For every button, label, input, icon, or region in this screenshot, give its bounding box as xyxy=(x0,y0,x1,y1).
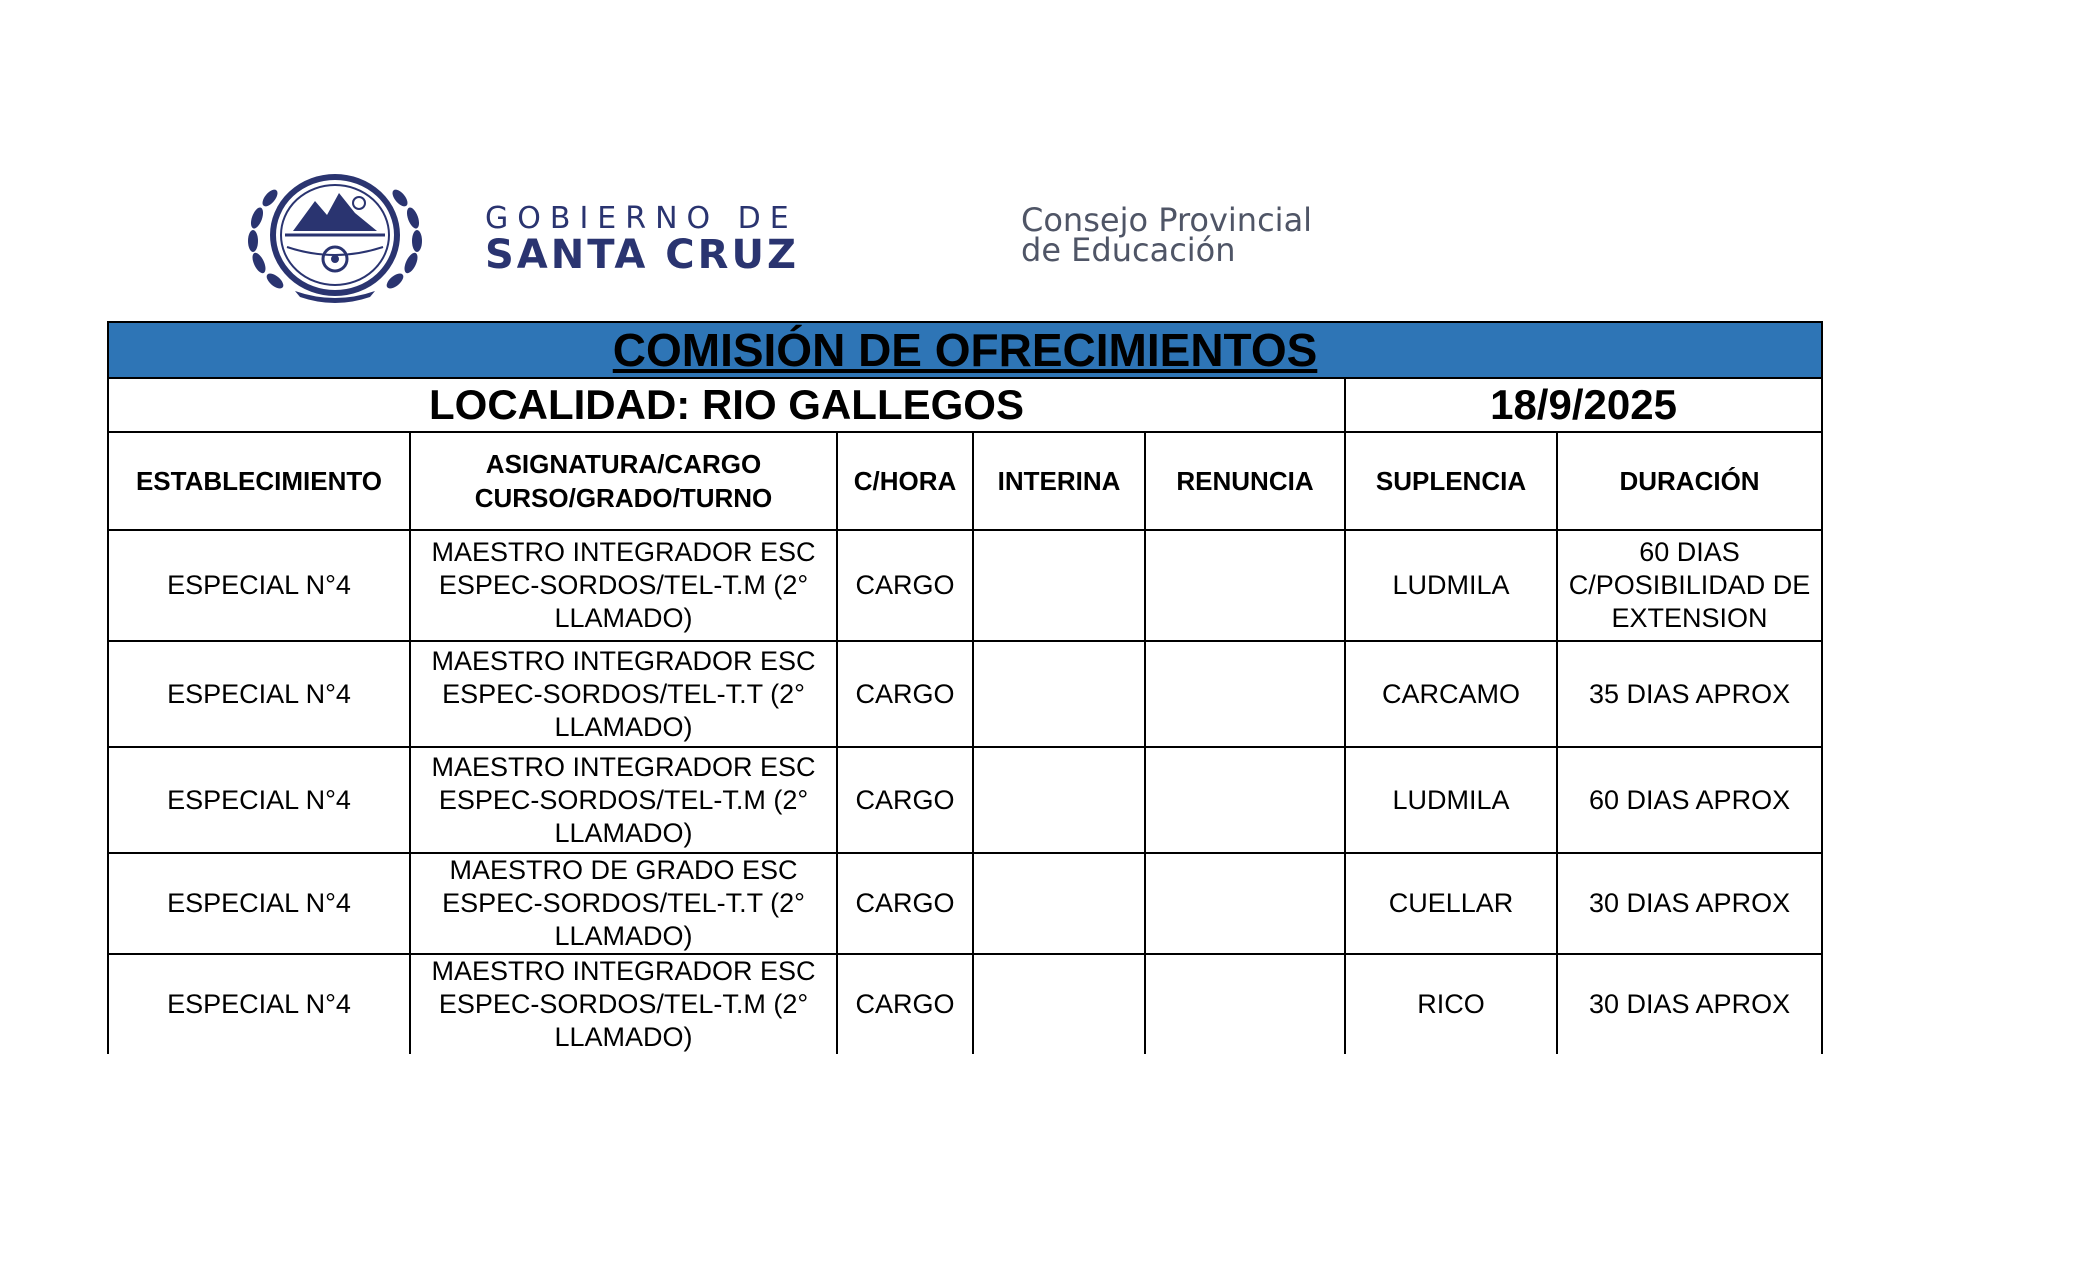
cell-interina xyxy=(973,530,1145,641)
cell-suplencia: LUDMILA xyxy=(1345,530,1557,641)
cell-interina xyxy=(973,954,1145,1054)
table-row xyxy=(108,954,1822,1054)
cell-suplencia: CARCAMO xyxy=(1345,641,1557,747)
cell-interina xyxy=(973,747,1145,853)
cell-chora: CARGO xyxy=(837,954,973,1054)
locality-label: LOCALIDAD: RIO GALLEGOS xyxy=(108,378,1345,432)
document-title: COMISIÓN DE OFRECIMIENTOS xyxy=(108,322,1822,378)
table-row xyxy=(108,530,1822,641)
government-wordmark xyxy=(485,201,799,278)
cell-chora: CARGO xyxy=(837,747,973,853)
government-line-2: SANTA CRUZ xyxy=(485,232,799,278)
cell-interina xyxy=(973,853,1145,954)
cell-suplencia: RICO xyxy=(1345,954,1557,1054)
cell-chora: CARGO xyxy=(837,641,973,747)
cell-establecimiento: ESPECIAL N°4 xyxy=(108,853,410,954)
col-header-chora: C/HORA xyxy=(837,432,973,530)
cell-asignatura: MAESTRO DE GRADO ESC ESPEC-SORDOS/TEL-T.T (2° LLAMADO) xyxy=(410,853,837,954)
col-header-establecimiento: ESTABLECIMIENTO xyxy=(108,432,410,530)
cell-renuncia xyxy=(1145,747,1345,853)
santa-cruz-seal-icon xyxy=(235,163,435,303)
cell-duracion: 60 DIAS C/POSIBILIDAD DE EXTENSION xyxy=(1557,530,1822,641)
cell-renuncia xyxy=(1145,530,1345,641)
table-row xyxy=(108,853,1822,954)
col-header-duracion: DURACIÓN xyxy=(1557,432,1822,530)
title-row xyxy=(108,322,1822,378)
cell-duracion: 30 DIAS APROX xyxy=(1557,853,1822,954)
cell-chora: CARGO xyxy=(837,530,973,641)
offer-date: 18/9/2025 xyxy=(1345,378,1822,432)
cell-establecimiento: ESPECIAL N°4 xyxy=(108,530,410,641)
cell-renuncia xyxy=(1145,853,1345,954)
cell-asignatura: MAESTRO INTEGRADOR ESC ESPEC-SORDOS/TEL-T.M (2° LLAMADO) xyxy=(410,530,837,641)
cell-duracion: 35 DIAS APROX xyxy=(1557,641,1822,747)
cell-renuncia xyxy=(1145,954,1345,1054)
offers-table xyxy=(107,321,1823,1054)
column-header-row xyxy=(108,432,1822,530)
cell-suplencia: LUDMILA xyxy=(1345,747,1557,853)
col-header-renuncia: RENUNCIA xyxy=(1145,432,1345,530)
cell-establecimiento: ESPECIAL N°4 xyxy=(108,641,410,747)
cell-establecimiento: ESPECIAL N°4 xyxy=(108,747,410,853)
cell-asignatura: MAESTRO INTEGRADOR ESC ESPEC-SORDOS/TEL-T.M (2° LLAMADO) xyxy=(410,747,837,853)
government-line-1: GOBIERNO DE xyxy=(485,201,798,236)
cell-establecimiento: ESPECIAL N°4 xyxy=(108,954,410,1054)
cell-duracion: 30 DIAS APROX xyxy=(1557,954,1822,1054)
council-wordmark xyxy=(1021,201,1313,269)
table-row xyxy=(108,641,1822,747)
col-header-suplencia: SUPLENCIA xyxy=(1345,432,1557,530)
council-line-2: de Educación xyxy=(1021,231,1236,269)
cell-suplencia: CUELLAR xyxy=(1345,853,1557,954)
cell-duracion: 60 DIAS APROX xyxy=(1557,747,1822,853)
cell-asignatura: MAESTRO INTEGRADOR ESC ESPEC-SORDOS/TEL-T.T (2° LLAMADO) xyxy=(410,641,837,747)
cell-chora: CARGO xyxy=(837,853,973,954)
table-row xyxy=(108,747,1822,853)
council-line-1: Consejo Provincial xyxy=(1021,201,1313,239)
locality-row xyxy=(108,378,1822,432)
col-header-interina: INTERINA xyxy=(973,432,1145,530)
cell-renuncia xyxy=(1145,641,1345,747)
col-header-asignatura: ASIGNATURA/CARGO CURSO/GRADO/TURNO xyxy=(410,432,837,530)
cell-asignatura: MAESTRO INTEGRADOR ESC ESPEC-SORDOS/TEL-T.M (2° LLAMADO) xyxy=(410,954,837,1054)
cell-interina xyxy=(973,641,1145,747)
document-header xyxy=(235,163,1495,303)
